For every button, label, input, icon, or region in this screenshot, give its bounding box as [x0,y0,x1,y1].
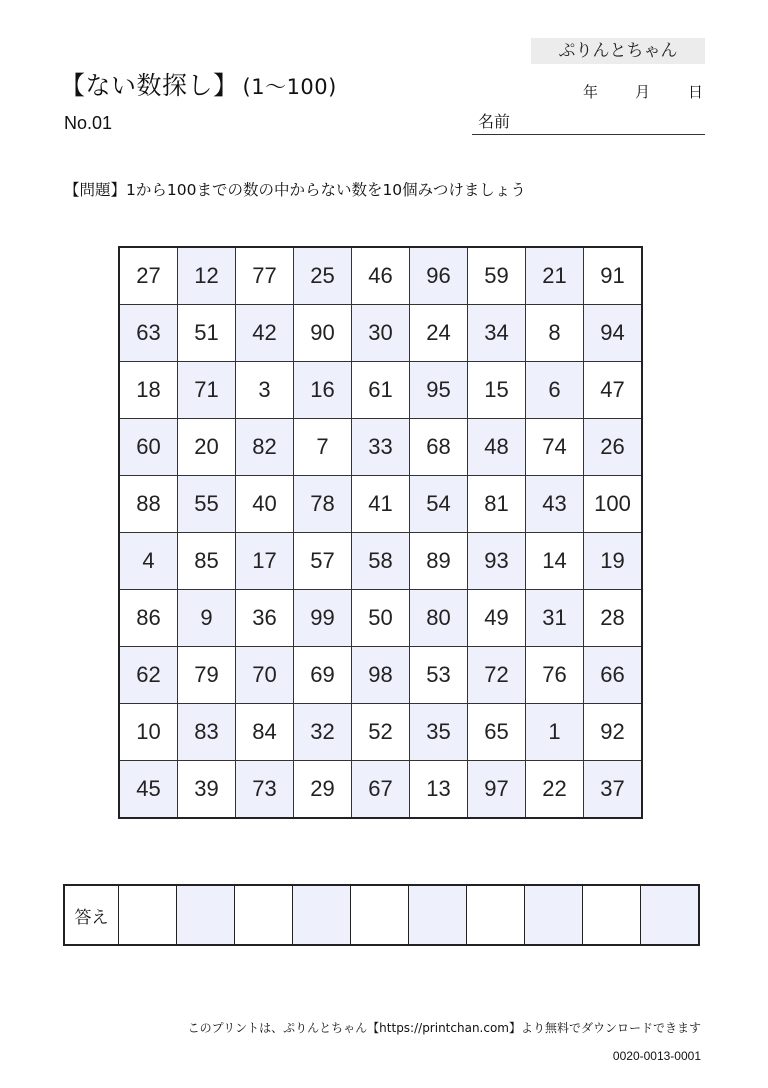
grid-cell: 40 [236,476,294,533]
title-text: 【ない数探し】 [60,71,239,100]
grid-row [119,362,642,419]
grid-cell: 98 [352,647,410,704]
footer-code: 0020-0013-0001 [612,1049,701,1063]
grid-cell: 52 [352,704,410,761]
grid-row [119,247,642,305]
grid-cell: 29 [294,761,352,819]
grid-row [119,590,642,647]
grid-row [119,476,642,533]
answer-box[interactable] [235,885,293,945]
grid-cell: 66 [584,647,643,704]
answer-box[interactable] [583,885,641,945]
grid-cell: 69 [294,647,352,704]
grid-cell: 88 [119,476,178,533]
grid-cell: 82 [236,419,294,476]
grid-cell: 78 [294,476,352,533]
grid-cell: 94 [584,305,643,362]
grid-cell: 85 [178,533,236,590]
grid-cell: 28 [584,590,643,647]
grid-cell: 90 [294,305,352,362]
problem-statement: 【問題】1から100までの数の中からない数を10個みつけましょう [64,181,526,199]
grid-cell: 73 [236,761,294,819]
grid-cell: 15 [468,362,526,419]
grid-cell: 79 [178,647,236,704]
date-year-label: 年 [583,83,599,101]
grid-row [119,533,642,590]
name-field-line[interactable] [472,134,705,135]
grid-cell: 22 [526,761,584,819]
grid-cell: 61 [352,362,410,419]
grid-cell: 99 [294,590,352,647]
grid-cell: 53 [410,647,468,704]
grid-cell: 46 [352,247,410,305]
grid-cell: 86 [119,590,178,647]
worksheet-number: No.01 [64,113,113,133]
grid-cell: 17 [236,533,294,590]
grid-cell: 16 [294,362,352,419]
grid-cell: 34 [468,305,526,362]
grid-cell: 91 [584,247,643,305]
grid-cell: 93 [468,533,526,590]
grid-cell: 58 [352,533,410,590]
grid-cell: 89 [410,533,468,590]
grid-row [119,761,642,819]
grid-cell: 20 [178,419,236,476]
grid-cell: 1 [526,704,584,761]
grid-cell: 77 [236,247,294,305]
title-range: (1〜100) [242,75,337,99]
grid-cell: 41 [352,476,410,533]
grid-cell: 72 [468,647,526,704]
grid-cell: 60 [119,419,178,476]
grid-cell: 45 [119,761,178,819]
name-label: 名前 [478,112,511,131]
grid-cell: 39 [178,761,236,819]
grid-cell: 9 [178,590,236,647]
grid-cell: 36 [236,590,294,647]
answer-box[interactable] [409,885,467,945]
grid-cell: 92 [584,704,643,761]
grid-cell: 12 [178,247,236,305]
grid-cell: 55 [178,476,236,533]
grid-cell: 7 [294,419,352,476]
grid-cell: 25 [294,247,352,305]
grid-cell: 76 [526,647,584,704]
grid-cell: 95 [410,362,468,419]
grid-cell: 37 [584,761,643,819]
grid-cell: 97 [468,761,526,819]
date-day-label: 日 [688,83,704,101]
grid-cell: 24 [410,305,468,362]
grid-cell: 32 [294,704,352,761]
grid-cell: 26 [584,419,643,476]
grid-cell: 83 [178,704,236,761]
grid-cell: 27 [119,247,178,305]
brand-label: ぷりんとちゃん [531,38,705,64]
grid-cell: 18 [119,362,178,419]
answer-box[interactable] [293,885,351,945]
grid-row [119,704,642,761]
grid-cell: 42 [236,305,294,362]
grid-cell: 50 [352,590,410,647]
grid-cell: 4 [119,533,178,590]
date-month-label: 月 [635,83,651,101]
answer-box[interactable] [177,885,235,945]
grid-cell: 70 [236,647,294,704]
grid-cell: 19 [584,533,643,590]
grid-cell: 31 [526,590,584,647]
grid-cell: 8 [526,305,584,362]
grid-cell: 100 [584,476,643,533]
grid-cell: 96 [410,247,468,305]
answer-box[interactable] [641,885,700,945]
answer-box[interactable] [525,885,583,945]
answer-box[interactable] [351,885,409,945]
grid-cell: 74 [526,419,584,476]
grid-cell: 43 [526,476,584,533]
grid-cell: 59 [468,247,526,305]
grid-cell: 68 [410,419,468,476]
grid-row [119,305,642,362]
grid-cell: 65 [468,704,526,761]
grid-cell: 67 [352,761,410,819]
grid-cell: 80 [410,590,468,647]
grid-cell: 10 [119,704,178,761]
grid-cell: 14 [526,533,584,590]
grid-cell: 47 [584,362,643,419]
grid-cell: 62 [119,647,178,704]
grid-cell: 51 [178,305,236,362]
grid-cell: 57 [294,533,352,590]
grid-cell: 54 [410,476,468,533]
grid-cell: 13 [410,761,468,819]
grid-cell: 30 [352,305,410,362]
grid-cell: 35 [410,704,468,761]
grid-cell: 21 [526,247,584,305]
page-title [60,66,337,102]
number-grid [118,246,643,819]
grid-cell: 84 [236,704,294,761]
grid-cell: 49 [468,590,526,647]
grid-row [119,419,642,476]
answer-box[interactable] [467,885,525,945]
answer-box[interactable] [119,885,177,945]
grid-cell: 81 [468,476,526,533]
grid-cell: 71 [178,362,236,419]
answer-row [63,884,700,946]
grid-cell: 48 [468,419,526,476]
footer-note: このプリントは、ぷりんとちゃん【https://printchan.com】より無料でダウンロードできます [187,1021,701,1035]
grid-cell: 63 [119,305,178,362]
grid-row [119,647,642,704]
grid-cell: 3 [236,362,294,419]
grid-cell: 33 [352,419,410,476]
answer-label: 答え [64,885,119,945]
grid-cell: 6 [526,362,584,419]
